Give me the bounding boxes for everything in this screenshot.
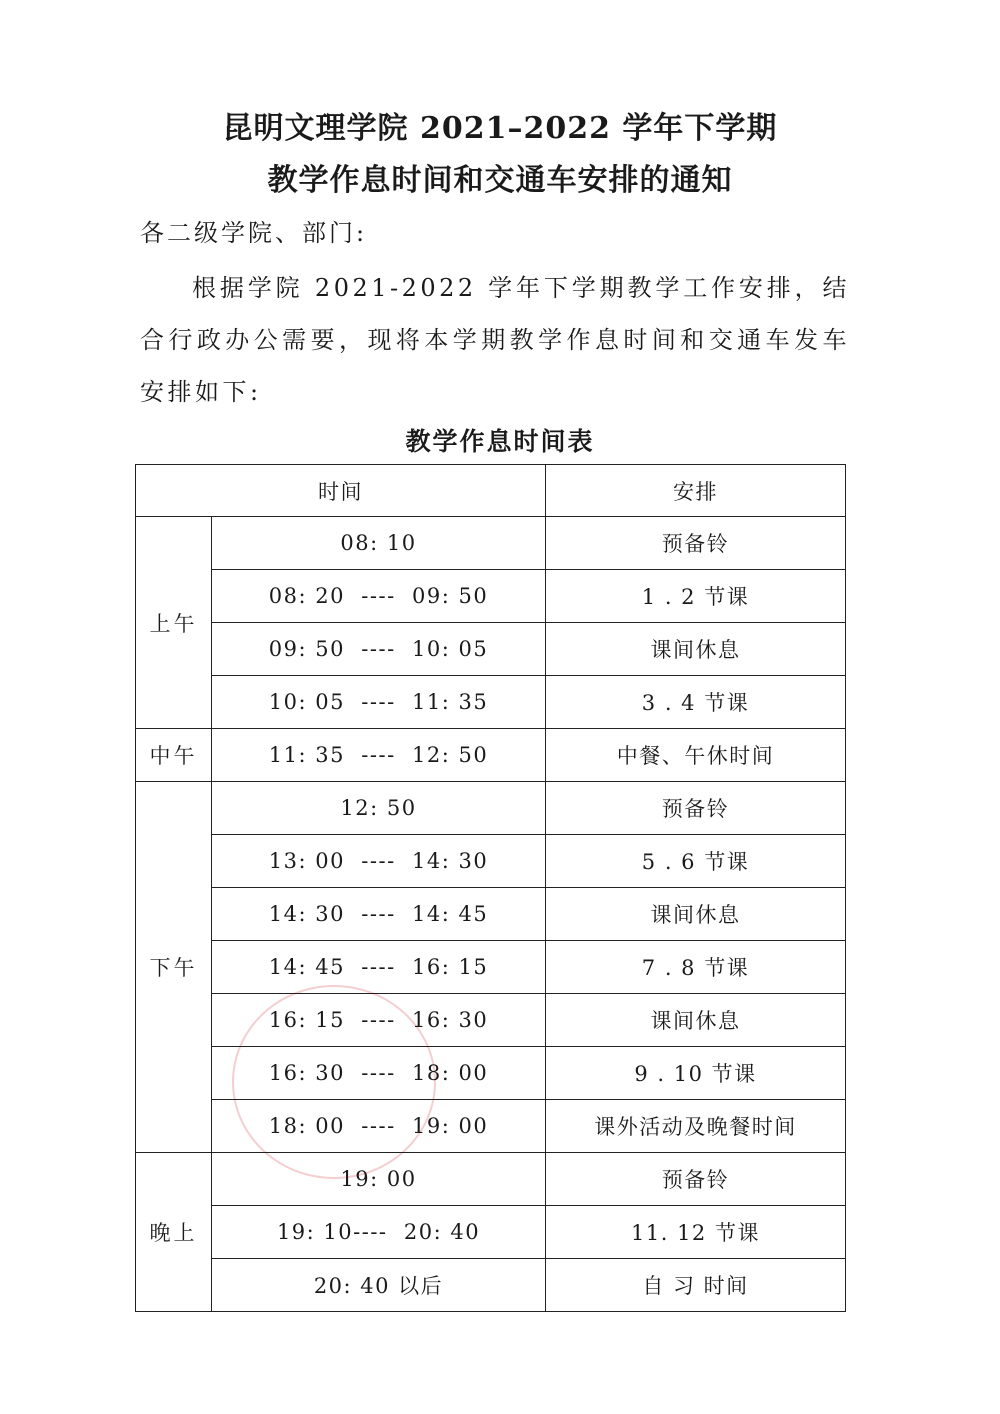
body-paragraph: 根据学院 2021-2022 学年下学期教学工作安排，结合行政办公需要，现将本学期教学作息时间和交通车发车安排如下:	[140, 274, 850, 406]
arrangement-cell: 课外活动及晚餐时间	[546, 1100, 846, 1153]
arrangement-cell: 3 . 4 节课	[546, 676, 846, 729]
table-row	[136, 517, 846, 570]
table-row	[136, 782, 846, 835]
time-cell: 08: 10	[212, 517, 546, 570]
time-cell: 13: 00 ---- 14: 30	[212, 835, 546, 888]
arrangement-cell: 自 习 时间	[546, 1259, 846, 1312]
table-row	[136, 676, 846, 729]
table-row	[136, 1153, 846, 1206]
time-cell: 14: 45 ---- 16: 15	[212, 941, 546, 994]
time-cell: 10: 05 ---- 11: 35	[212, 676, 546, 729]
time-cell: 16: 15 ---- 16: 30	[212, 994, 546, 1047]
time-cell: 19: 00	[212, 1153, 546, 1206]
arrangement-cell: 预备铃	[546, 517, 846, 570]
arrangement-cell: 预备铃	[546, 782, 846, 835]
arrangement-cell: 中餐、午休时间	[546, 729, 846, 782]
header-arrangement: 安排	[546, 465, 846, 517]
arrangement-cell: 1 . 2 节课	[546, 570, 846, 623]
arrangement-cell: 11. 12 节课	[546, 1206, 846, 1259]
table-row	[136, 1206, 846, 1259]
table-row	[136, 729, 846, 782]
schedule-table-title: 教学作息时间表	[405, 427, 595, 456]
time-cell: 18: 00 ---- 19: 00	[212, 1100, 546, 1153]
document-title-line-1: 昆明文理学院 2021–2022 学年下学期	[222, 111, 778, 146]
table-row	[136, 623, 846, 676]
arrangement-cell: 5 . 6 节课	[546, 835, 846, 888]
header-time: 时间	[136, 465, 546, 517]
table-row	[136, 1047, 846, 1100]
period-cell: 下午	[136, 782, 212, 1153]
period-cell: 中午	[136, 729, 212, 782]
table-row	[136, 1100, 846, 1153]
arrangement-cell: 7 . 8 节课	[546, 941, 846, 994]
table-row	[136, 835, 846, 888]
time-cell: 09: 50 ---- 10: 05	[212, 623, 546, 676]
time-cell: 14: 30 ---- 14: 45	[212, 888, 546, 941]
time-cell: 19: 10---- 20: 40	[212, 1206, 546, 1259]
schedule-table	[135, 464, 846, 1312]
arrangement-cell: 课间休息	[546, 994, 846, 1047]
table-row	[136, 994, 846, 1047]
table-row	[136, 1259, 846, 1312]
table-row	[136, 941, 846, 994]
table-header-row	[136, 465, 846, 517]
arrangement-cell: 9 . 10 节课	[546, 1047, 846, 1100]
arrangement-cell: 课间休息	[546, 888, 846, 941]
arrangement-cell: 课间休息	[546, 623, 846, 676]
addressee: 各二级学院、部门:	[140, 219, 368, 247]
time-cell: 16: 30 ---- 18: 00	[212, 1047, 546, 1100]
period-cell: 晚上	[136, 1153, 212, 1312]
arrangement-cell: 预备铃	[546, 1153, 846, 1206]
time-cell: 20: 40 以后	[212, 1259, 546, 1312]
time-cell: 12: 50	[212, 782, 546, 835]
table-row	[136, 570, 846, 623]
time-cell: 08: 20 ---- 09: 50	[212, 570, 546, 623]
document-title-line-2: 教学作息时间和交通车安排的通知	[267, 163, 733, 198]
period-cell: 上午	[136, 517, 212, 729]
time-cell: 11: 35 ---- 12: 50	[212, 729, 546, 782]
table-row	[136, 888, 846, 941]
